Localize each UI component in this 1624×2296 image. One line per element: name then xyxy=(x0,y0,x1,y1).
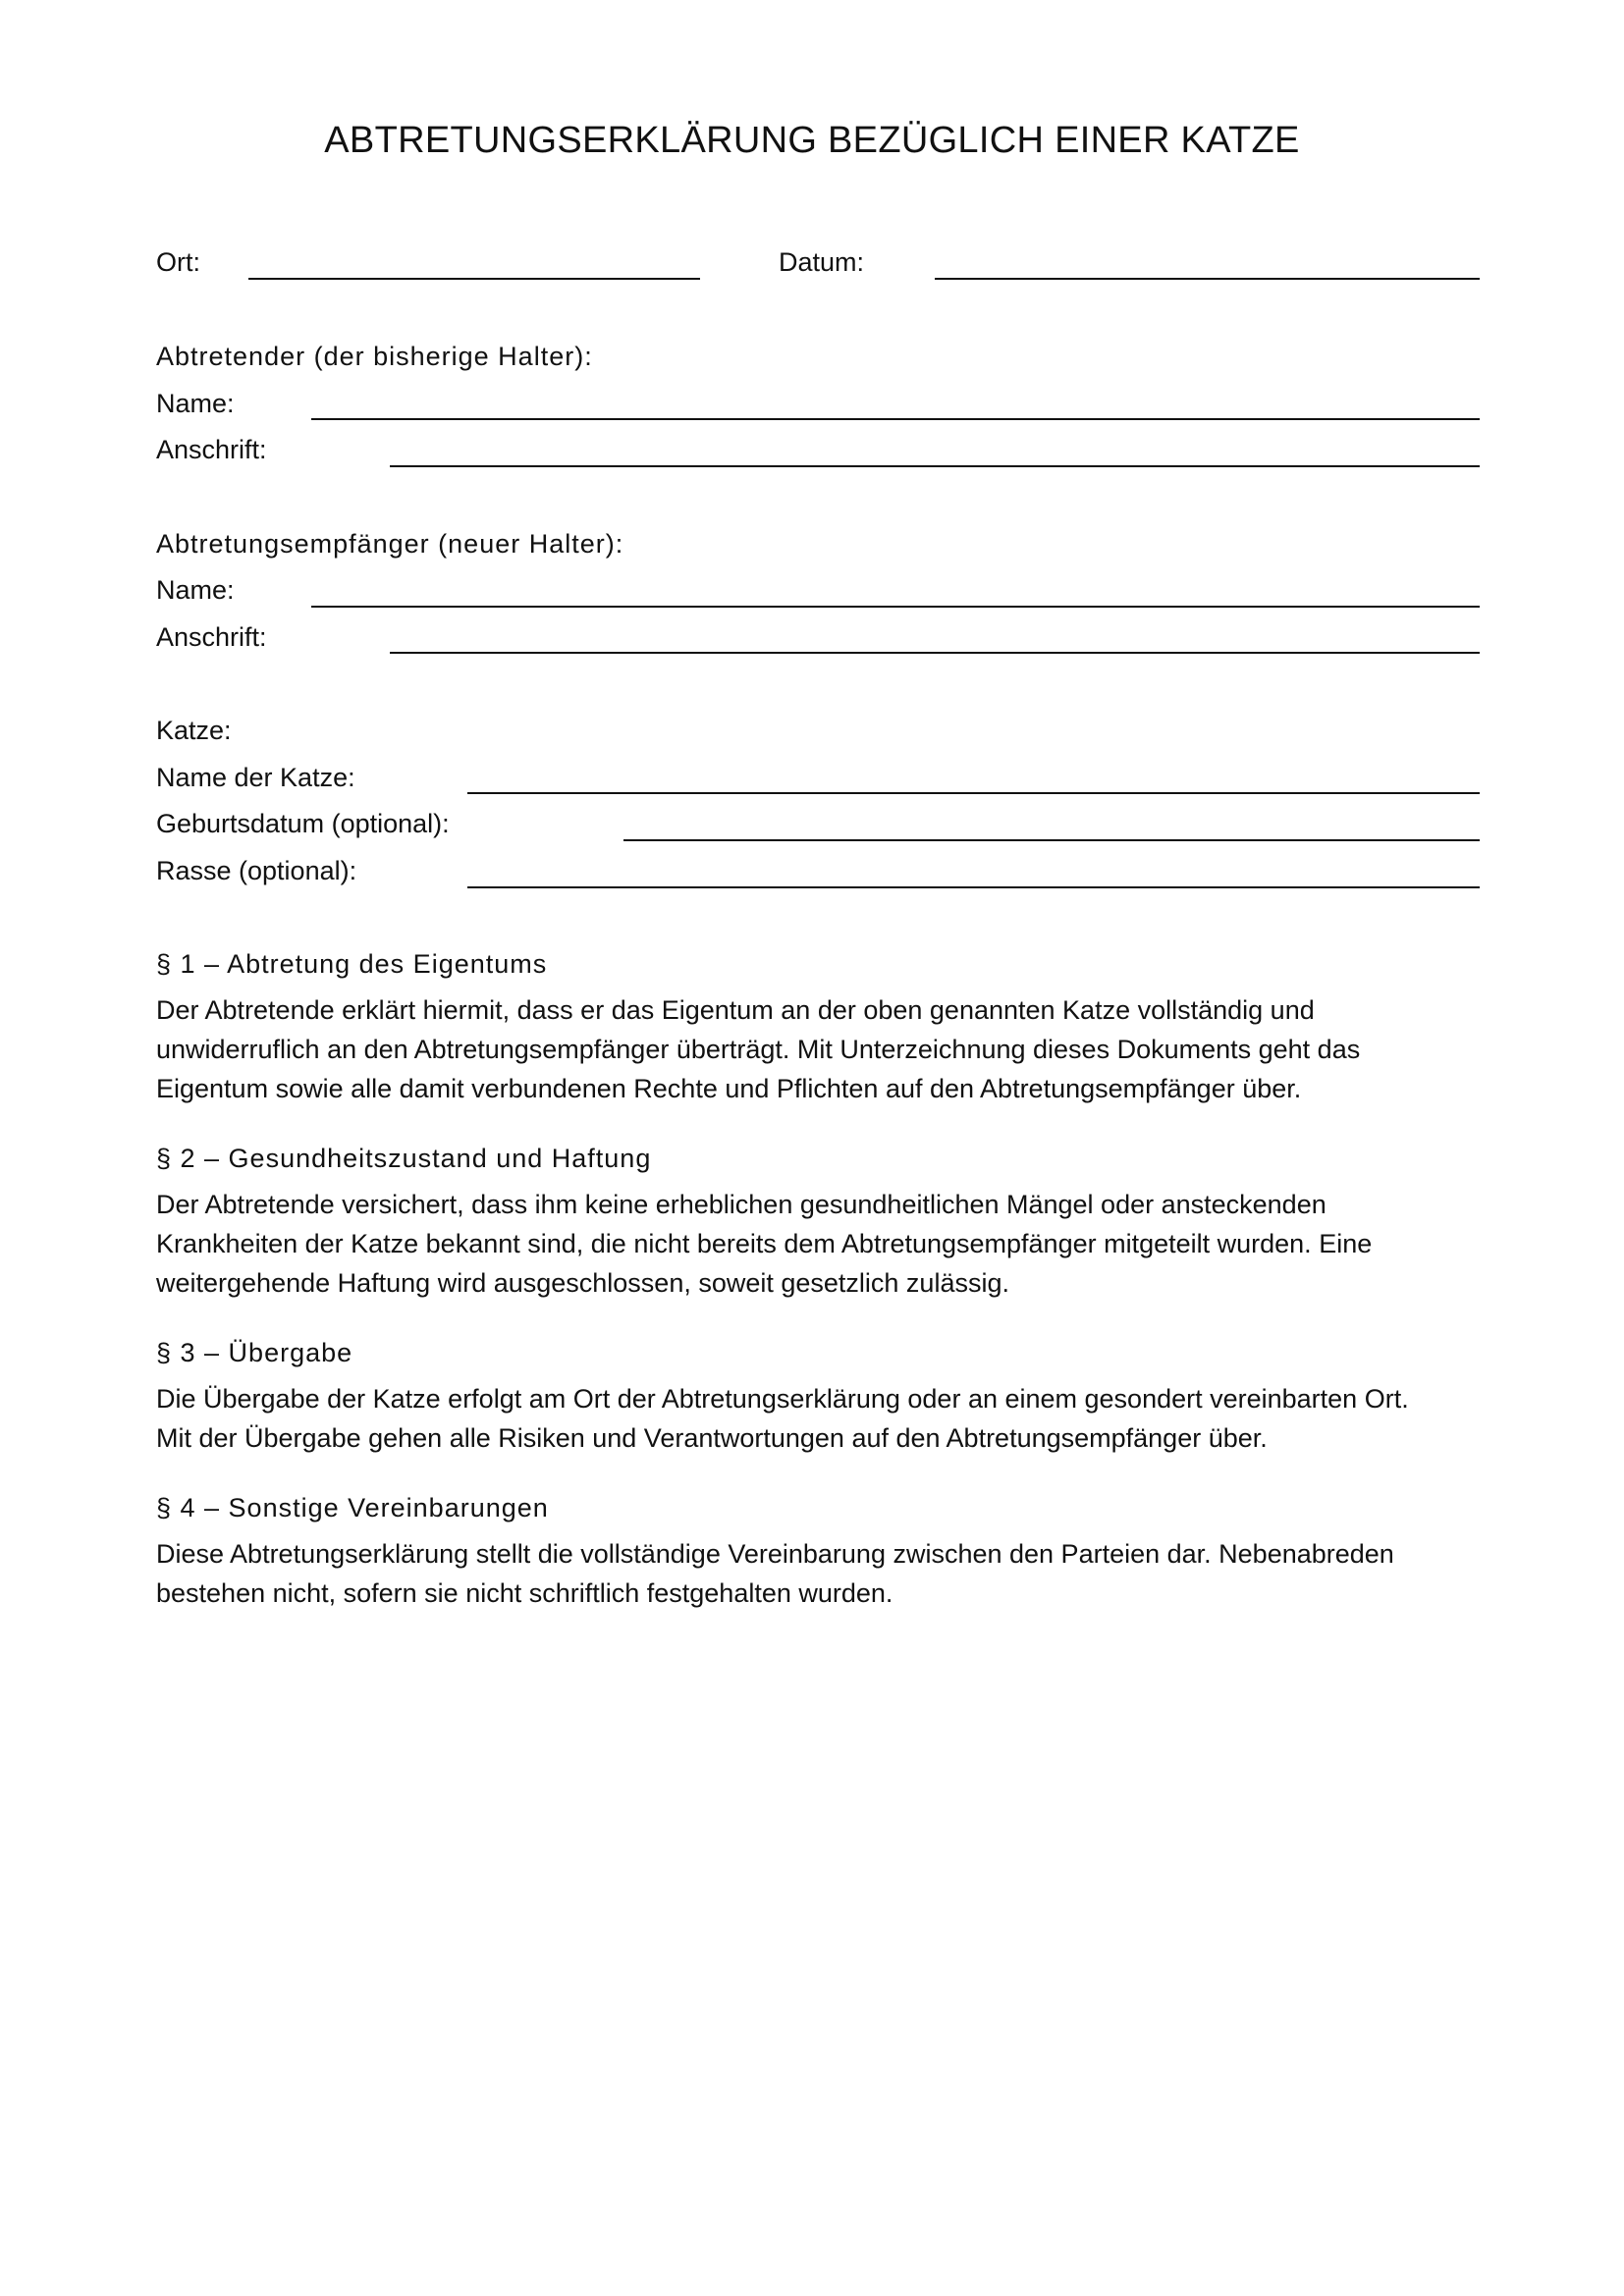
datum-field[interactable] xyxy=(935,278,1480,280)
paragraph-2-body xyxy=(156,1185,1482,1303)
abtretender-name-label: Name: xyxy=(156,389,235,418)
ort-label: Ort: xyxy=(156,247,200,277)
paragraph-3-body xyxy=(156,1379,1482,1458)
katze-rasse-field[interactable] xyxy=(467,886,1480,888)
paragraph-1-heading: § 1 – Abtretung des Eigentums xyxy=(156,949,548,979)
empfaenger-heading: Abtretungsempfänger (neuer Halter): xyxy=(156,529,624,559)
paragraph-2-line: weitergehende Haftung wird ausgeschlossen, soweit gesetzlich zulässig. xyxy=(156,1268,1009,1298)
katze-rasse-label: Rasse (optional): xyxy=(156,856,357,885)
empfaenger-anschrift-label: Anschrift: xyxy=(156,622,267,652)
katze-heading: Katze: xyxy=(156,716,232,745)
ort-field[interactable] xyxy=(248,278,700,280)
paragraph-2-line: Der Abtretende versichert, dass ihm keine erheblichen gesundheitlichen Mängel oder ansteckenden xyxy=(156,1190,1326,1219)
abtretender-anschrift-label: Anschrift: xyxy=(156,435,267,464)
katze-name-field[interactable] xyxy=(467,792,1480,794)
paragraph-4-heading: § 4 – Sonstige Vereinbarungen xyxy=(156,1493,549,1522)
paragraph-3-line: Mit der Übergabe gehen alle Risiken und Verantwortungen auf den Abtretungsempfänger über. xyxy=(156,1423,1268,1453)
paragraph-2-heading: § 2 – Gesundheitszustand und Haftung xyxy=(156,1144,652,1173)
paragraph-1-line: Der Abtretende erklärt hiermit, dass er das Eigentum an der oben genannten Katze vollständig und xyxy=(156,995,1315,1025)
katze-name-label: Name der Katze: xyxy=(156,763,355,792)
paragraph-1-line: Eigentum sowie alle damit verbundenen Rechte und Pflichten auf den Abtretungsempfänger über. xyxy=(156,1074,1302,1103)
paragraph-3-line: Die Übergabe der Katze erfolgt am Ort der Abtretungserklärung oder an einem gesondert vereinbarten Ort. xyxy=(156,1384,1409,1414)
datum-label: Datum: xyxy=(779,247,865,277)
katze-geburtsdatum-field[interactable] xyxy=(623,839,1480,841)
paragraph-2-line: Krankheiten der Katze bekannt sind, die nicht bereits dem Abtretungsempfänger mitgeteilt wurden. Eine xyxy=(156,1229,1373,1258)
abtretender-heading: Abtretender (der bisherige Halter): xyxy=(156,342,593,371)
empfaenger-anschrift-field[interactable] xyxy=(390,652,1480,654)
paragraph-3-heading: § 3 – Übergabe xyxy=(156,1338,353,1367)
paragraph-1-line: unwiderruflich an den Abtretungsempfänger überträgt. Mit Unterzeichnung dieses Dokuments geht das xyxy=(156,1035,1361,1064)
abtretender-name-field[interactable] xyxy=(311,418,1480,420)
abtretender-anschrift-field[interactable] xyxy=(390,465,1480,467)
paragraph-4-line: Diese Abtretungserklärung stellt die vollständige Vereinbarung zwischen den Parteien dar. Nebenabreden xyxy=(156,1539,1394,1569)
empfaenger-name-label: Name: xyxy=(156,575,235,605)
document-title: ABTRETUNGSERKLÄRUNG BEZÜGLICH EINER KATZE xyxy=(324,120,1300,161)
katze-geburtsdatum-label: Geburtsdatum (optional): xyxy=(156,809,450,838)
paragraph-4-body xyxy=(156,1534,1482,1613)
paragraph-1-body xyxy=(156,990,1482,1108)
empfaenger-name-field[interactable] xyxy=(311,606,1480,608)
paragraph-4-line: bestehen nicht, sofern sie nicht schriftlich festgehalten wurden. xyxy=(156,1578,893,1608)
